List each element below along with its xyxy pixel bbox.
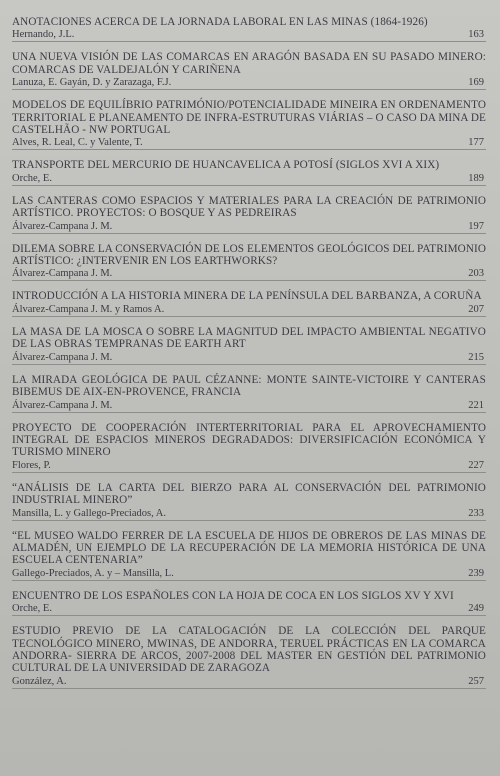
toc-entry-author-line [12, 136, 486, 150]
toc-entry-author-line [12, 267, 486, 281]
toc-entry-author-line [12, 399, 486, 413]
toc-entry-page-number: 169 [468, 77, 484, 89]
toc-entry-page-number: 233 [468, 507, 484, 519]
toc-entry-authors: Mansilla, L. y Gallego-Preciados, A. [12, 507, 166, 519]
toc-entry-page-number: 257 [468, 675, 484, 687]
toc-entry-page-number: 177 [468, 137, 484, 149]
toc-entry-title: ESTUDIO PREVIO DE LA CATALOGACIÓN DE LA COLECCIÓN DEL PARQUE TECNOLÓGICO MINERO, MWINAS, DE ANDORRA, TERUEL PRÁCTICAS EN LA COMARCA ANDORRA- SIERRA DE ARCOS, 2007-2008 DEL MASTER EN GESTIÓN DEL PATRIMONIO CULTURAL DE LA UNIVERSIDAD DE ZARAGOZA [12, 625, 486, 675]
toc-entry-page-number: 227 [468, 459, 484, 471]
toc-entry-title: “EL MUSEO WALDO FERRER DE LA ESCUELA DE HIJOS DE OBREROS DE LAS MINAS DE ALMADÉN, UN EJEMPLO DE LA RECUPERACIÓN DE LA MEMORIA HISTÓRICA DE UNA ESCUELA CENTENARIA” [12, 529, 486, 567]
toc-entry-authors: Alves, R. Leal, C. y Valente, T. [12, 137, 143, 149]
toc-entry-page-number: 207 [468, 303, 484, 315]
toc-entry-author-line [12, 602, 486, 616]
toc-entry-title: “ANÁLISIS DE LA CARTA DEL BIERZO PARA AL CONSERVACIÓN DEL PATRIMONIO INDUSTRIAL MINERO” [12, 481, 486, 507]
toc-entry-authors: Hernando, J.L. [12, 29, 75, 41]
toc-entry [12, 625, 486, 689]
toc-entry-title: MODELOS DE EQUILÍBRIO PATRIMÓNIO/POTENCIALIDADE MINEIRA EN ORDENAMENTO TERRITORIAL E PLANEAMENTO DE INFRA-ESTRUTURAS VIÁRIAS – O CASO DA MINA DE CASTELHÃO - NW PORTUGAL [12, 99, 486, 137]
toc-entry-title: TRANSPORTE DEL MERCURIO DE HUANCAVELICA A POTOSÍ (SIGLOS XVI A XIX) [12, 159, 440, 172]
toc-entry-author-line [12, 567, 486, 581]
toc-entry-title: LA MIRADA GEOLÓGICA DE PAUL CÉZANNE: MONTE SAINTE-VICTOIRE Y CANTERAS BIBEMUS DE AIX-EN-PROVENCE, FRANCIA [12, 373, 486, 399]
toc-entry-author-line [12, 303, 486, 317]
toc-entry [12, 16, 486, 42]
toc-entry-page-number: 189 [468, 172, 484, 184]
toc-entry-authors: Álvarez-Campana J. M. y Ramos A. [12, 303, 165, 315]
toc-entry-author-line [12, 28, 486, 42]
toc-entry [12, 290, 486, 316]
toc-entry-authors: Álvarez-Campana J. M. [12, 220, 113, 232]
toc-entry [12, 99, 486, 150]
toc-entry-authors: Álvarez-Campana J. M. [12, 399, 113, 411]
toc-entry-page-number: 239 [468, 567, 484, 579]
toc-entry [12, 530, 486, 581]
toc-entry-author-line [12, 459, 486, 473]
toc-entry-title: PROYECTO DE COOPERACIÓN INTERTERRITORIAL PARA EL APROVECHAMIENTO INTEGRAL DE ESPACIOS MINEROS DEGRADADOS: DIVERSIFICACIÓN ECONÓMICA Y TURISMO MINERO [12, 421, 486, 459]
toc-entry-authors: González, A. [12, 675, 67, 687]
toc-entry-author-line [12, 507, 486, 521]
toc-entry-title: LA MASA DE LA MOSCA O SOBRE LA MAGNITUD DEL IMPACTO AMBIENTAL NEGATIVO DE LAS OBRAS TEMPRANAS DE EARTH ART [12, 325, 486, 351]
toc-entry-title: ENCUENTRO DE LOS ESPAÑOLES CON LA HOJA DE COCA EN LOS SIGLOS XV Y XVI [12, 589, 454, 602]
toc-entry-title: DILEMA SOBRE LA CONSERVACIÓN DE LOS ELEMENTOS GEOLÓGICOS DEL PATRIMONIO ARTÍSTICO: ¿INTERVENIR EN LOS EARTHWORKS? [12, 242, 486, 268]
toc-entry-author-line [12, 172, 486, 186]
toc-entry [12, 243, 486, 282]
toc-entry-authors: Álvarez-Campana J. M. [12, 268, 113, 280]
toc-entry [12, 51, 486, 90]
toc-entry-page-number: 197 [468, 220, 484, 232]
toc-entry-author-line [12, 76, 486, 90]
toc-entry-authors: Flores, P. [12, 459, 51, 471]
toc-entry-author-line [12, 675, 486, 689]
toc-entry-authors: Álvarez-Campana J. M. [12, 351, 113, 363]
toc-entry-page-number: 221 [468, 399, 484, 411]
toc-entry-page-number: 163 [468, 29, 484, 41]
toc-entry [12, 374, 486, 413]
toc-entry-page-number: 203 [468, 268, 484, 280]
toc-entry [12, 159, 486, 185]
toc-entry-title: ANOTACIONES ACERCA DE LA JORNADA LABORAL EN LAS MINAS (1864-1926) [12, 16, 428, 28]
toc-entry [12, 482, 486, 521]
toc-entry-authors: Gallego-Preciados, A. y – Mansilla, L. [12, 567, 174, 579]
toc-entry-author-line [12, 351, 486, 365]
toc-entry-title: LAS CANTERAS COMO ESPACIOS Y MATERIALES PARA LA CREACIÓN DE PATRIMONIO ARTÍSTICO. PROYECTOS: O BOSQUE Y AS PEDREIRAS [12, 194, 486, 220]
toc-entry-authors: Orche, E. [12, 172, 52, 184]
toc-entry-page-number: 215 [468, 351, 484, 363]
toc-entry-authors: Lanuza, E. Gayán, D. y Zarazaga, F.J. [12, 77, 172, 89]
toc-entry-title: UNA NUEVA VISIÓN DE LAS COMARCAS EN ARAGÓN BASADA EN SU PASADO MINERO: COMARCAS DE VALDEJALÓN Y CARIÑENA [12, 51, 486, 76]
toc-entry [12, 422, 486, 473]
toc-entry [12, 590, 486, 616]
toc-entry-title: INTRODUCCIÓN A LA HISTORIA MINERA DE LA PENÍNSULA DEL BARBANZA, A CORUÑA [12, 290, 482, 303]
toc-entry-authors: Orche, E. [12, 603, 52, 615]
toc-entry [12, 326, 486, 365]
toc-entry [12, 195, 486, 234]
toc-entry-page-number: 249 [468, 603, 484, 615]
toc-entry-author-line [12, 220, 486, 234]
